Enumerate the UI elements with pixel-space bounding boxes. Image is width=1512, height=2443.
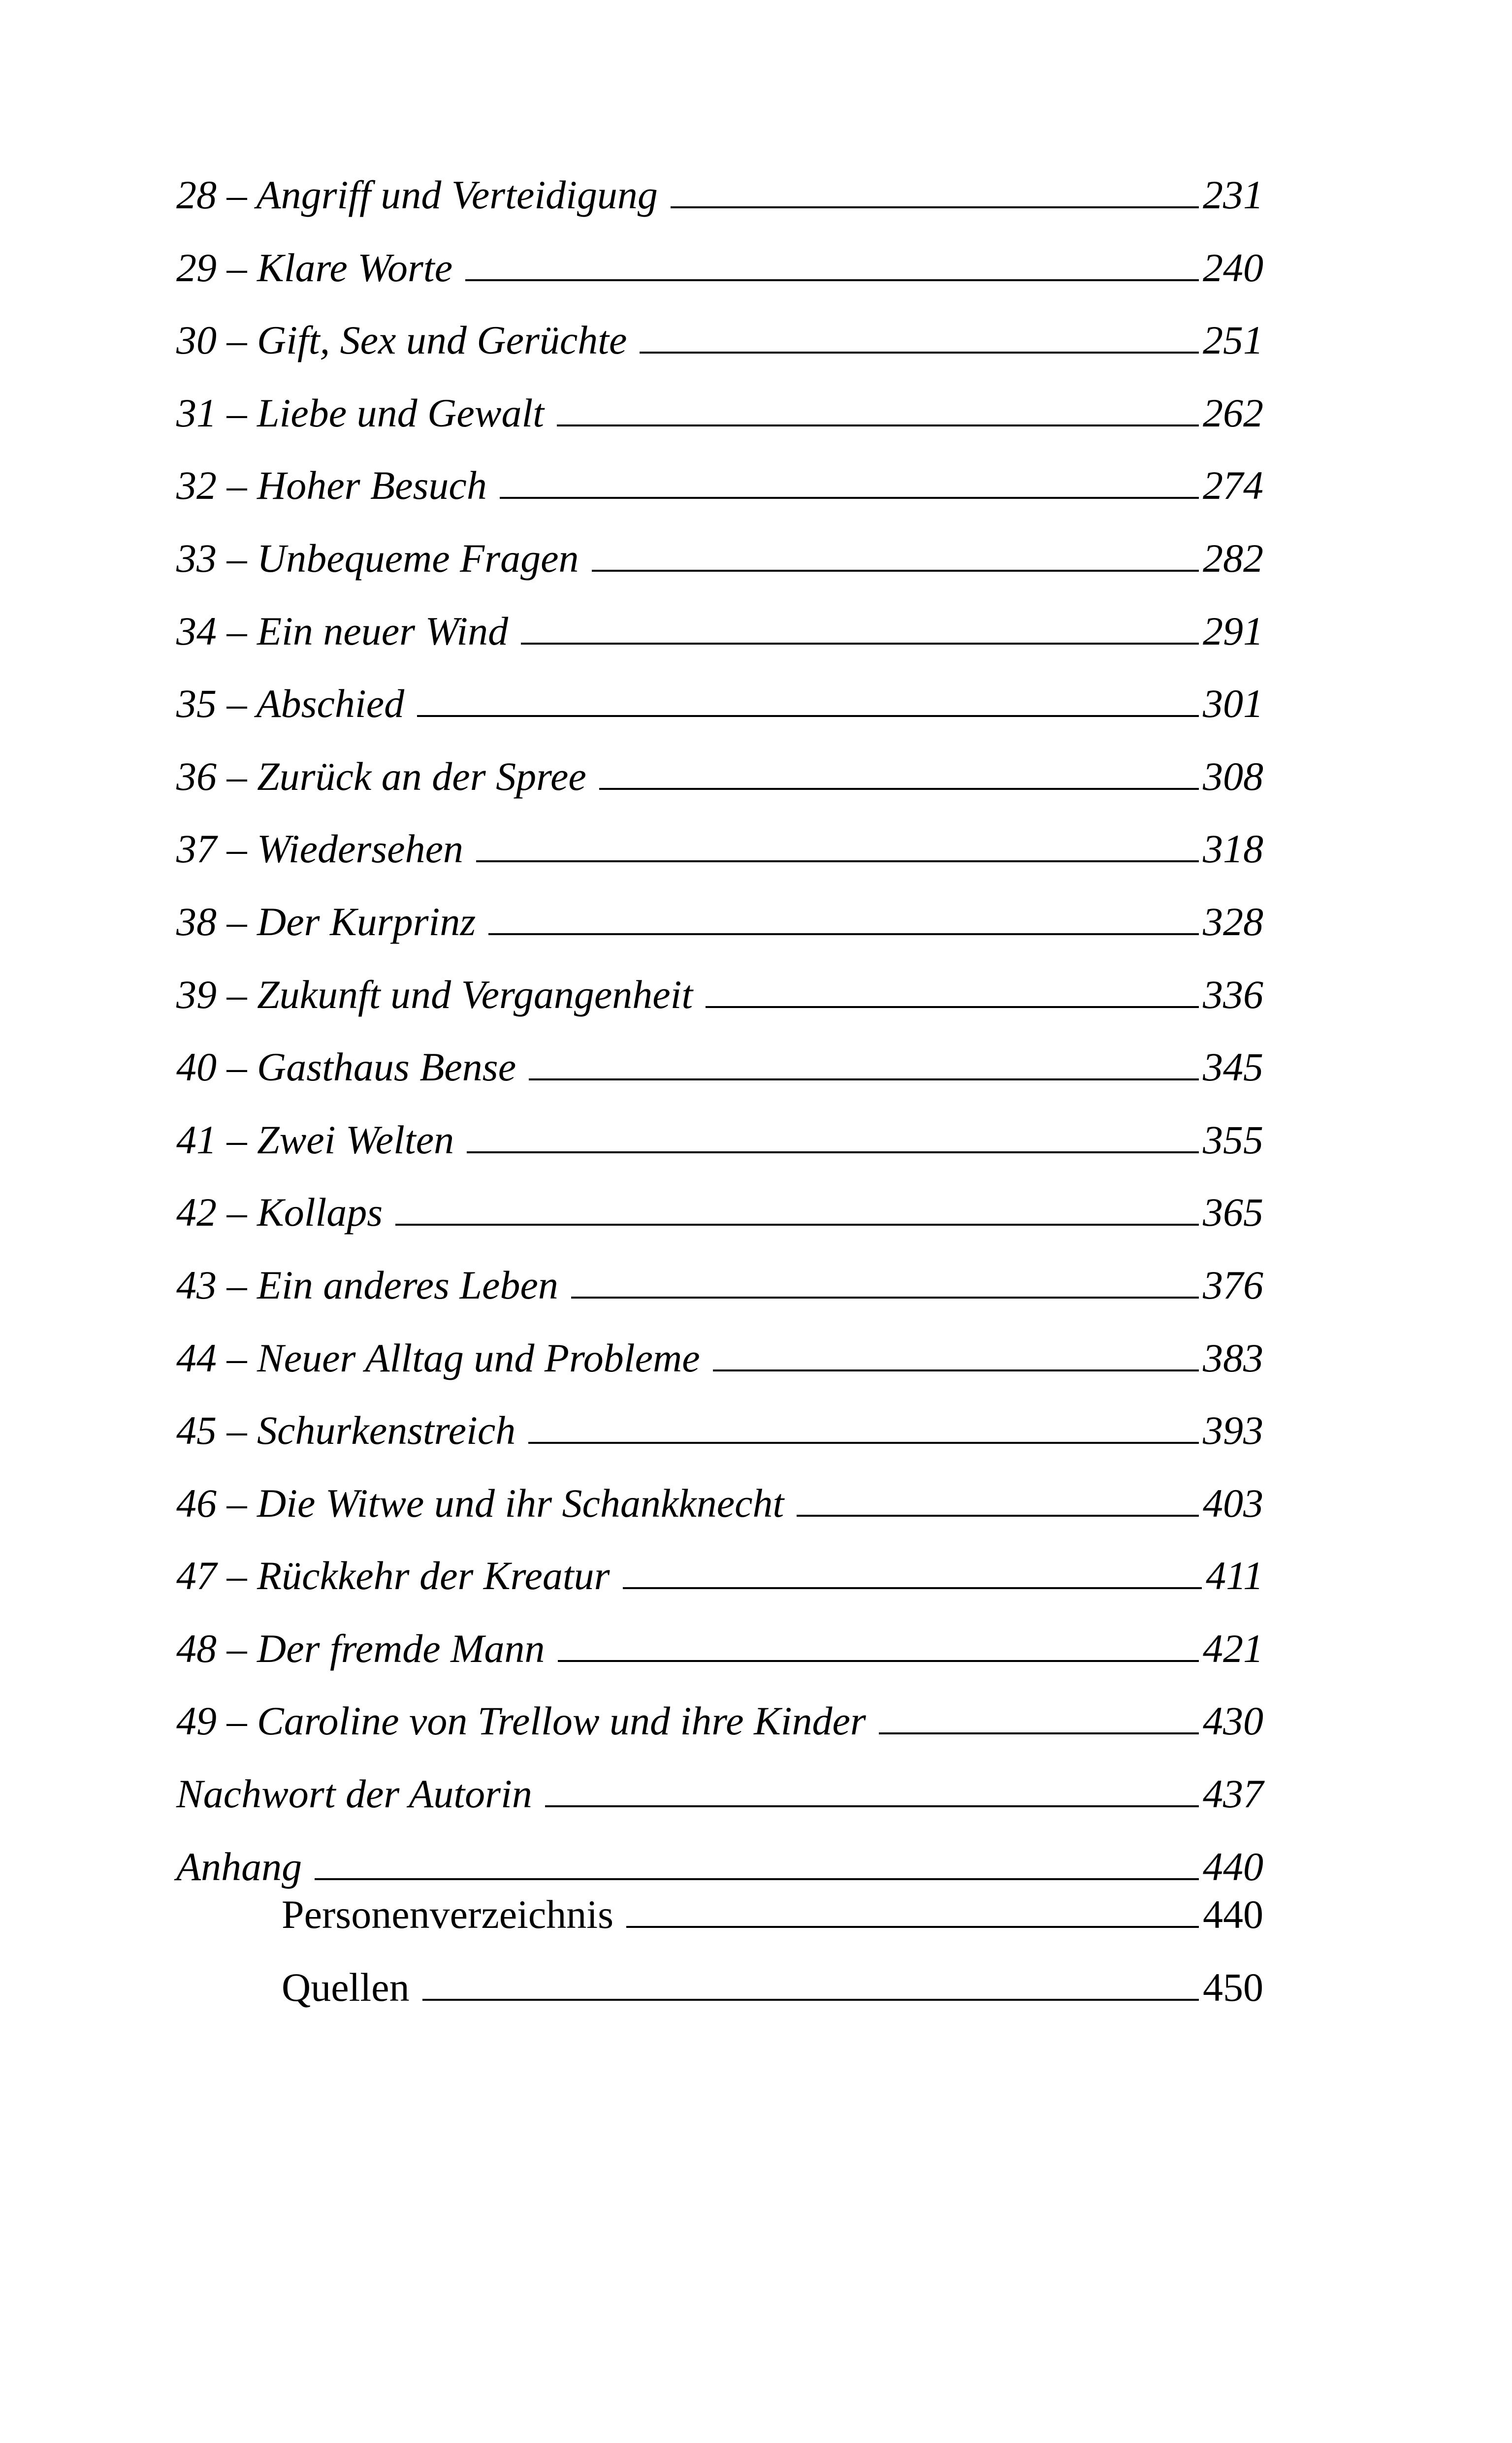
toc-entry-page: 403 [1203, 1480, 1263, 1526]
toc-entry-title: Nachwort der Autorin [176, 1771, 532, 1817]
toc-entry[interactable] [176, 972, 1263, 1047]
dot-leader-line [671, 206, 1199, 208]
toc-entry-page: 251 [1203, 318, 1263, 363]
toc-entry-page: 328 [1203, 899, 1263, 944]
toc-entry-page: 440 [1203, 1844, 1263, 1889]
toc-entry-page: 421 [1203, 1626, 1263, 1671]
dot-leader-line [528, 1442, 1199, 1444]
toc-entry-page: 376 [1203, 1262, 1263, 1307]
toc-entry-title: 33 – Unbequeme Fragen [176, 535, 579, 581]
dot-leader-line [640, 352, 1199, 354]
toc-entry[interactable] [176, 390, 1263, 466]
toc-entry-title: 40 – Gasthaus Bense [176, 1044, 516, 1090]
toc-entry-page: 262 [1203, 390, 1263, 435]
toc-entry-page: 411 [1206, 1553, 1263, 1598]
table-of-contents [176, 172, 1263, 2040]
toc-entry-page: 383 [1203, 1335, 1263, 1380]
toc-entry-title: 31 – Liebe und Gewalt [176, 390, 545, 435]
toc-entry-title: 35 – Abschied [176, 681, 405, 726]
dot-leader-line [623, 1587, 1202, 1589]
dot-leader-line [626, 1926, 1199, 1928]
toc-entry-page: 393 [1203, 1408, 1263, 1453]
dot-leader-line [592, 570, 1199, 572]
toc-subentry[interactable] [176, 1894, 1263, 1967]
dot-leader-line [500, 497, 1199, 499]
dot-leader-line [488, 933, 1199, 935]
toc-entry[interactable] [176, 465, 1263, 538]
dot-leader-line [599, 788, 1199, 790]
toc-entry-page: 274 [1203, 463, 1263, 508]
toc-entry[interactable] [176, 1626, 1263, 1701]
toc-entry-title: 49 – Caroline von Trellow und ihre Kinder [176, 1698, 866, 1744]
toc-subentry-page: 440 [1203, 1892, 1263, 1937]
toc-entry-page: 240 [1203, 245, 1263, 290]
toc-entry[interactable] [176, 1262, 1263, 1338]
toc-entry-page: 336 [1203, 972, 1263, 1017]
toc-entry-title: 45 – Schurkenstreich [176, 1408, 516, 1453]
toc-subentry-page: 450 [1203, 1965, 1263, 2010]
toc-entry[interactable] [176, 1192, 1263, 1265]
toc-entry[interactable] [176, 1335, 1263, 1411]
toc-entry[interactable] [176, 1698, 1263, 1774]
toc-entry-title: 41 – Zwei Welten [176, 1117, 454, 1162]
toc-entry[interactable] [176, 1480, 1263, 1556]
toc-entry-page: 291 [1203, 608, 1263, 653]
toc-entry-page: 318 [1203, 826, 1263, 872]
toc-entry[interactable] [176, 245, 1263, 321]
toc-entry-title: 48 – Der fremde Mann [176, 1626, 545, 1671]
toc-entry[interactable] [176, 826, 1263, 902]
toc-entry[interactable] [176, 320, 1263, 393]
toc-entry-title: 39 – Zukunft und Vergangenheit [176, 972, 693, 1017]
toc-entry-page: 231 [1203, 172, 1263, 217]
toc-entry[interactable] [176, 1410, 1263, 1483]
toc-entry-title: 46 – Die Witwe und ihr Schankknecht [176, 1480, 784, 1526]
dot-leader-line [558, 1660, 1199, 1662]
dot-leader-line [557, 424, 1199, 426]
toc-entry-page: 282 [1203, 535, 1263, 581]
toc-entry-title: 36 – Zurück an der Spree [176, 753, 586, 799]
toc-entry-title: Anhang [176, 1844, 302, 1889]
toc-entry-page: 355 [1203, 1117, 1263, 1162]
toc-entry-title: 37 – Wiedersehen [176, 826, 463, 872]
toc-subentry-title: Quellen [282, 1965, 410, 2010]
toc-subentry-title: Personenverzeichnis [282, 1892, 613, 1937]
toc-entry-title: 34 – Ein neuer Wind [176, 608, 509, 653]
toc-entry[interactable] [176, 1044, 1263, 1120]
toc-entry-title: 43 – Ein anderes Leben [176, 1262, 558, 1307]
dot-leader-line [529, 1078, 1199, 1080]
toc-entry-title: 44 – Neuer Alltag und Probleme [176, 1335, 700, 1380]
toc-entry-page: 301 [1203, 681, 1263, 726]
toc-entry-page: 437 [1203, 1771, 1263, 1817]
toc-entry[interactable] [176, 899, 1263, 975]
toc-entry-title: 29 – Klare Worte [176, 245, 453, 290]
dot-leader-line [422, 1999, 1199, 2001]
dot-leader-line [545, 1805, 1199, 1807]
toc-entry[interactable] [176, 172, 1263, 248]
toc-entry[interactable] [176, 1553, 1263, 1629]
toc-entry-title: 28 – Angriff und Verteidigung [176, 172, 658, 217]
dot-leader-line [571, 1297, 1199, 1299]
toc-entry[interactable] [176, 1117, 1263, 1193]
dot-leader-line [476, 860, 1199, 862]
dot-leader-line [465, 279, 1199, 281]
dot-leader-line [521, 643, 1199, 645]
dot-leader-line [713, 1369, 1199, 1371]
toc-entry[interactable] [176, 681, 1263, 756]
toc-entry-page: 345 [1203, 1044, 1263, 1090]
toc-entry-page: 430 [1203, 1698, 1263, 1744]
toc-entry-title: 42 – Kollaps [176, 1190, 383, 1235]
toc-entry[interactable] [176, 1771, 1263, 1847]
toc-entry[interactable] [176, 753, 1263, 829]
dot-leader-line [797, 1515, 1199, 1517]
toc-entry-title: 30 – Gift, Sex und Gerüchte [176, 318, 627, 363]
toc-entry-title: 32 – Hoher Besuch [176, 463, 487, 508]
toc-subentry[interactable] [176, 1967, 1263, 2040]
toc-entry-page: 308 [1203, 753, 1263, 799]
dot-leader-line [879, 1732, 1199, 1734]
toc-entry[interactable] [176, 535, 1263, 611]
toc-entry-title: 38 – Der Kurprinz [176, 899, 476, 944]
dot-leader-line [467, 1151, 1199, 1153]
dot-leader-line [417, 715, 1199, 717]
dot-leader-line [706, 1006, 1199, 1008]
dot-leader-line [315, 1878, 1199, 1880]
dot-leader-line [395, 1224, 1199, 1226]
toc-entry-page: 365 [1203, 1190, 1263, 1235]
toc-entry-title: 47 – Rückkehr der Kreatur [176, 1553, 610, 1598]
toc-entry[interactable] [176, 608, 1263, 684]
